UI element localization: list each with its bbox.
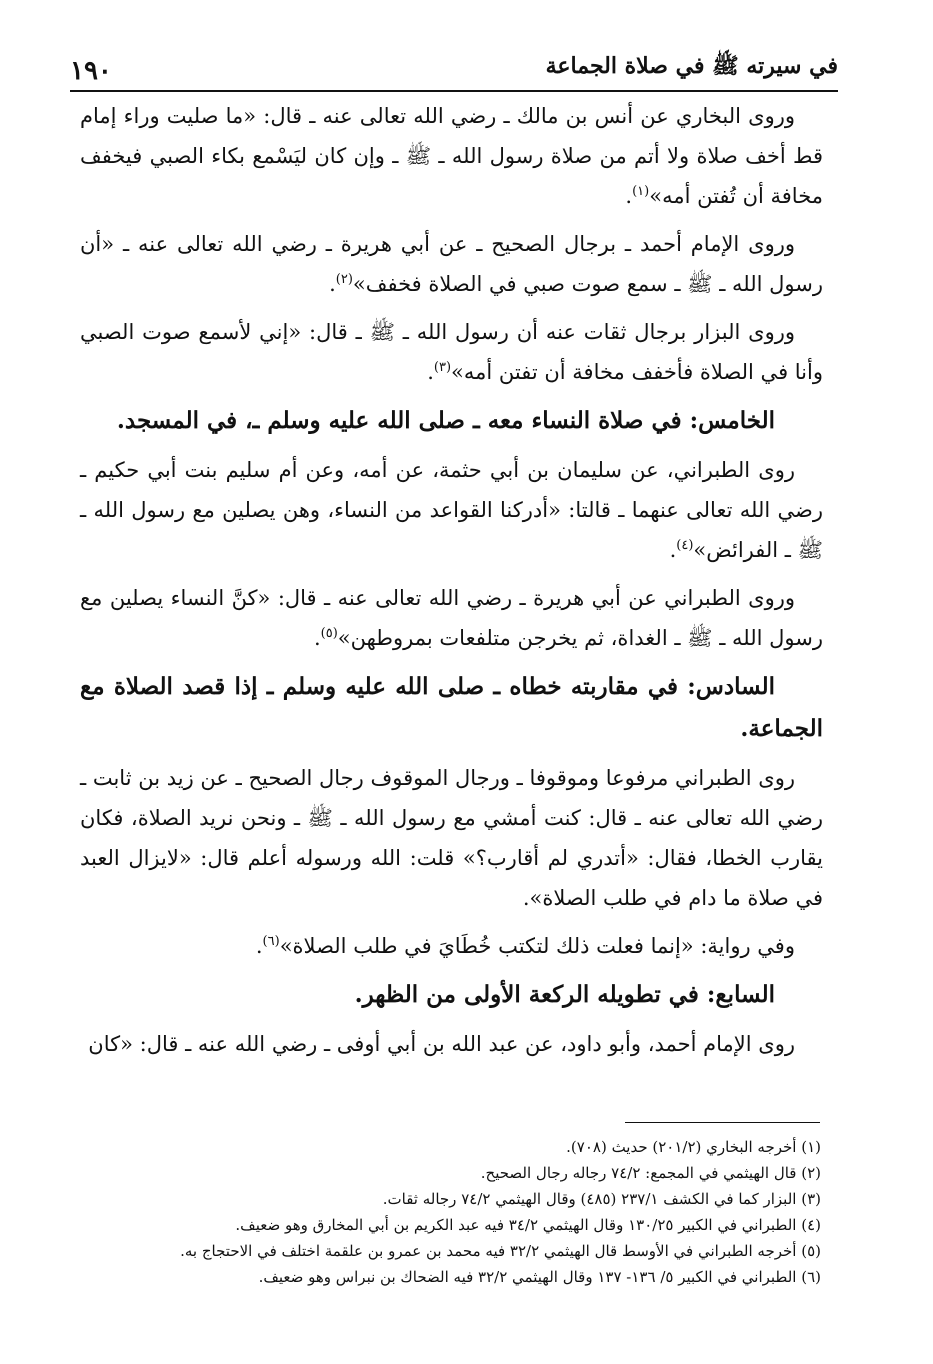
footnote-5: (٥) أخرجه الطبراني في الأوسط قال الهيثمي ٣٢/٢ فيه محمد بن عمرو بن علقمة اختلف في الاحتجاج به. [180, 1242, 821, 1260]
footnote-ref-2: (٢) [335, 272, 353, 287]
paragraph-4: روى الطبراني، عن سليمان بن أبي حثمة، عن أمه، وعن أم سليم بنت أبي حكيم ـ رضي الله تعالى عنهما ـ قالتا: «أدركنا القواعد من النساء، وهن يصلين مع رسول الله ـ ﷺ ـ الفرائض»$^{(٤)}$. [80, 458, 823, 562]
page-body [80, 96, 823, 1072]
footnote-ref-1: (١) [632, 184, 650, 199]
paragraph-2: وروى الإمام أحمد ـ برجال الصحيح ـ عن أبي هريرة ـ رضي الله تعالى عنه ـ «أن رسول الله ـ ﷺ ـ سمع صوت صبي في الصلاة فخفف»$^{(٢)}$. [80, 232, 823, 296]
paragraph-3: وروى البزار برجال ثقات عنه أن رسول الله ـ ﷺ ـ قال: «إني لأسمع صوت الصبي وأنا في الصلاة فأخفف مخافة أن تفتن أمه»$^{(٣)}$. [80, 320, 823, 384]
section-heading-seventh: السابع: في تطويله الركعة الأولى من الظهر. [354, 981, 775, 1008]
paragraph-7: وفي رواية: «إنما فعلت ذلك لتكتب خُطَايَ في طلب الصلاة»$^{(٦)}$. [255, 934, 795, 958]
footnote-ref-3: (٣) [433, 360, 452, 375]
footnote-ref-4: (٤) [676, 538, 694, 553]
paragraph-8: روى الإمام أحمد، وأبو داود، عن عبد الله بن أبي أوفى ـ رضي الله عنه ـ قال: «كان [88, 1032, 795, 1056]
section-heading-fifth: الخامس: في صلاة النساء معه ـ صلى الله عليه وسلم ـ، في المسجد. [116, 407, 775, 434]
footnote-4: (٤) الطبراني في الكبير ١٣٠/٢٥ وقال الهيثمي ٣٤/٢ فيه عبد الكريم بن أبي المخارق وهو ضعيف. [235, 1216, 821, 1234]
footnotes [100, 1134, 821, 1290]
footnote-ref-6: (٦) [262, 934, 280, 949]
footnote-divider [625, 1122, 820, 1123]
footnote-6: (٦) الطبراني في الكبير ٥/ ١٣٦- ١٣٧ وقال الهيثمي ٣٢/٢ فيه الضحاك بن نبراس وهو ضعيف. [258, 1268, 821, 1286]
footnote-3: (٣) البزار كما في الكشف ٢٣٧/١ (٤٨٥) وقال الهيثمي ٧٤/٢ رجاله ثقات. [382, 1190, 821, 1208]
running-title: في سيرته ﷺ في صلاة الجماعة [545, 53, 838, 79]
paragraph-1: وروى البخاري عن أنس بن مالك ـ رضي الله تعالى عنه ـ قال: «ما صليت وراء إمام قط أخف صلاة ولا أتم من صلاة رسول الله ـ ﷺ ـ وإن كان ليَسْمع بكاء الصبي فيخفف مخافة أن تُفتن أمه»$^{(١)}$. [80, 104, 823, 208]
footnote-ref-5: (٥) [320, 626, 338, 641]
paragraph-6: روى الطبراني مرفوعا وموقوفا ـ ورجال الموقوف رجال الصحيح ـ عن زيد بن ثابت ـ رضي الله تعالى عنه ـ قال: كنت أمشي مع رسول الله ـ ﷺ ـ ونحن نريد الصلاة، فكان يقارب الخطا، فقال: «أتدري لم أقارب؟» قلت: الله ورسوله أعلم قال: «لايزال العبد في صلاة ما دام في طلب الصلاة». [80, 766, 823, 910]
page-header [70, 48, 838, 92]
page-number: ١٩٠ [70, 56, 112, 86]
paragraph-5: وروى الطبراني عن أبي هريرة ـ رضي الله تعالى عنه ـ قال: «كنَّ النساء يصلين مع رسول الله ـ ﷺ ـ الغداة، ثم يخرجن متلفعات بمروطهن»$^{(٥)}$. [80, 586, 823, 650]
footnote-2: (٢) قال الهيثمي في المجمع: ٧٤/٢ رجاله رجال الصحيح. [480, 1164, 821, 1182]
section-heading-sixth: السادس: في مقاربته خطاه ـ صلى الله عليه وسلم ـ إذا قصد الصلاة مع الجماعة. [80, 673, 823, 742]
footnote-1: (١) أخرجه البخاري (٢٠١/٢) حديث (٧٠٨). [566, 1138, 821, 1156]
